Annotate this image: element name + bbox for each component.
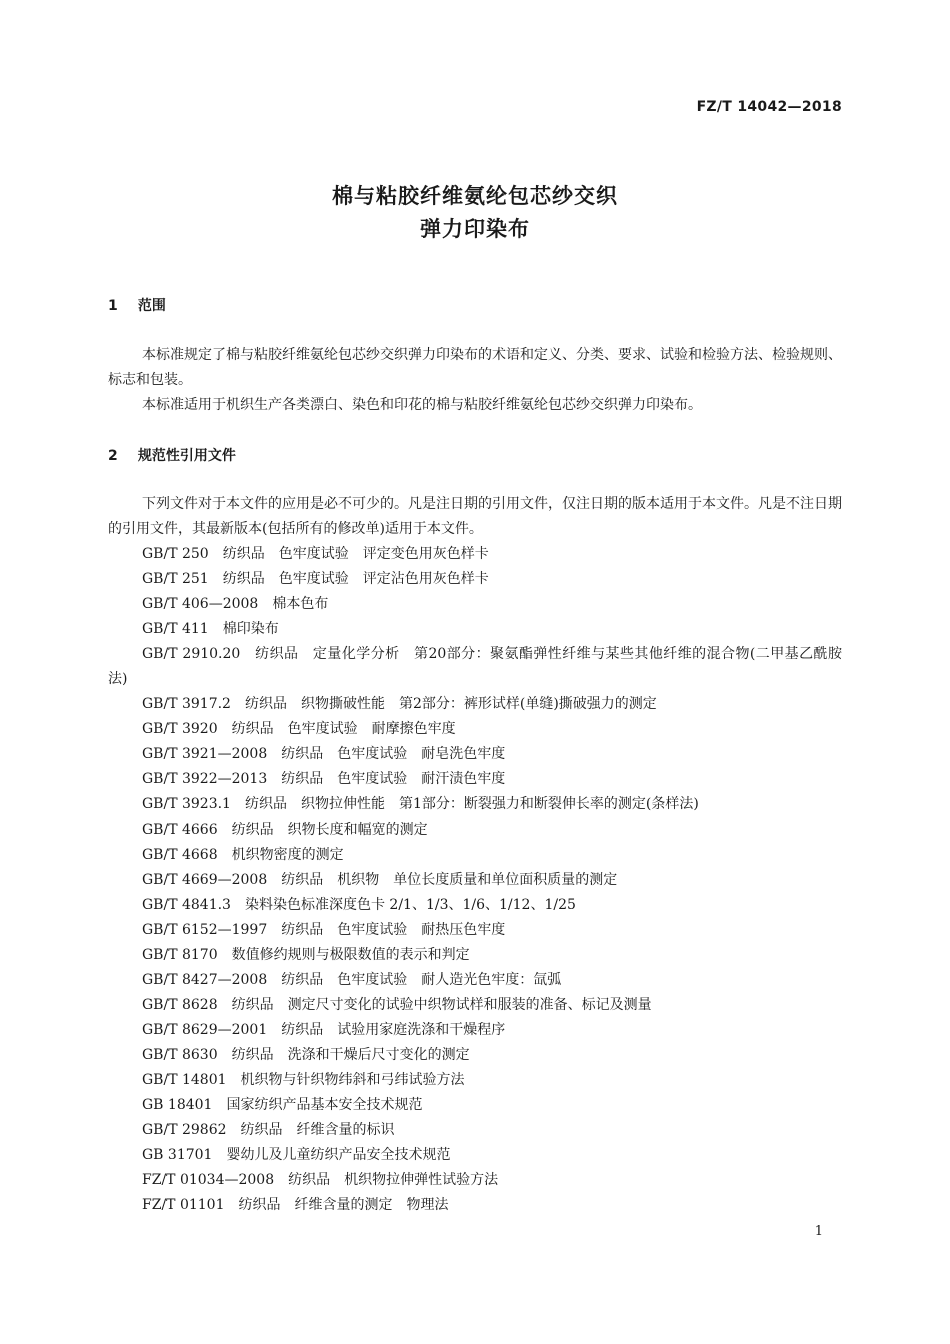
reference-item: GB/T 4669—2008 纺织品 机织物 单位长度质量和单位面积质量的测定	[142, 871, 618, 888]
reference-item: GB/T 411 棉印染布	[142, 621, 279, 638]
reference-item: GB/T 4841.3 染料染色标准深度色卡 2/1、1/3、1/6、1/12、1/25	[142, 896, 576, 913]
reference-item: GB/T 8630 纺织品 洗涤和干燥后尺寸变化的测定	[142, 1046, 470, 1063]
title-line-2: 弹力印染布	[420, 217, 530, 241]
section-title: 范围	[137, 298, 166, 314]
reference-item: GB/T 6152—1997 纺织品 色牢度试验 耐热压色牢度	[142, 921, 506, 938]
reference-list	[108, 542, 842, 1218]
reference-item: GB/T 3917.2 纺织品 织物撕破性能 第2部分：裤形试样(单缝)撕破强力的测定	[142, 696, 657, 713]
reference-item: GB 18401 国家纺织产品基本安全技术规范	[142, 1097, 423, 1114]
reference-item: GB/T 14801 机织物与针织物纬斜和弓纬试验方法	[142, 1071, 465, 1088]
reference-item: FZ/T 01034—2008 纺织品 机织物拉伸弹性试验方法	[142, 1172, 499, 1189]
page-number: 1	[814, 1224, 823, 1239]
reference-item: GB/T 3921—2008 纺织品 色牢度试验 耐皂洗色牢度	[142, 746, 506, 763]
reference-item: GB/T 250 纺织品 色牢度试验 评定变色用灰色样卡	[142, 546, 489, 562]
reference-item: GB/T 8427—2008 纺织品 色牢度试验 耐人造光色牢度：氙弧	[142, 971, 562, 988]
reference-item: GB/T 406—2008 棉本色布	[142, 596, 329, 613]
reference-item: GB/T 4668 机织物密度的测定	[142, 846, 344, 863]
reference-item: GB/T 3923.1 纺织品 织物拉伸性能 第1部分：断裂强力和断裂伸长率的测定(条样法)	[142, 796, 699, 813]
section-number: 2	[108, 448, 118, 464]
reference-item: GB/T 8629—2001 纺织品 试验用家庭洗涤和干燥程序	[142, 1021, 506, 1038]
reference-item: GB/T 3920 纺织品 色牢度试验 耐摩擦色牢度	[142, 721, 456, 738]
reference-item: GB/T 4666 纺织品 织物长度和幅宽的测定	[142, 821, 428, 838]
reference-item: GB 31701 婴幼儿及儿童纺织产品安全技术规范	[142, 1147, 451, 1164]
reference-item: GB/T 8628 纺织品 测定尺寸变化的试验中织物试样和服装的准备、标记及测量	[142, 996, 652, 1013]
title-line-1: 棉与粘胶纤维氨纶包芯纱交织	[332, 184, 618, 208]
section-heading-scope	[108, 295, 166, 315]
scope-paragraph-1: 本标准规定了棉与粘胶纤维氨纶包芯纱交织弹力印染布的术语和定义、分类、要求、试验和检验方法、检验规则、标志和包装。	[108, 347, 842, 388]
reference-item: GB/T 251 纺织品 色牢度试验 评定沾色用灰色样卡	[142, 571, 489, 588]
section-number: 1	[108, 298, 118, 314]
reference-item: GB/T 29862 纺织品 纤维含量的标识	[142, 1122, 395, 1139]
reference-item: GB/T 8170 数值修约规则与极限数值的表示和判定	[142, 946, 470, 963]
document-title	[0, 180, 950, 246]
reference-item: GB/T 2910.20 纺织品 定量化学分析 第20部分：聚氨酯弹性纤维与某些其他纤维的混合物(二甲基乙酰胺法)	[108, 646, 842, 688]
reference-item: FZ/T 01101 纺织品 纤维含量的测定 物理法	[142, 1197, 449, 1214]
scope-paragraph-2: 本标准适用于机织生产各类漂白、染色和印花的棉与粘胶纤维氨纶包芯纱交织弹力印染布。	[142, 397, 702, 413]
references-intro-paragraph: 下列文件对于本文件的应用是必不可少的。凡是注日期的引用文件，仅注日期的版本适用于本文件。凡是不注日期的引用文件，其最新版本(包括所有的修改单)适用于本文件。	[108, 496, 842, 537]
standard-code: FZ/T 14042—2018	[696, 99, 842, 115]
section-title: 规范性引用文件	[137, 448, 236, 464]
section-heading-normative-references	[108, 445, 236, 465]
reference-item: GB/T 3922—2013 纺织品 色牢度试验 耐汗渍色牢度	[142, 771, 506, 788]
